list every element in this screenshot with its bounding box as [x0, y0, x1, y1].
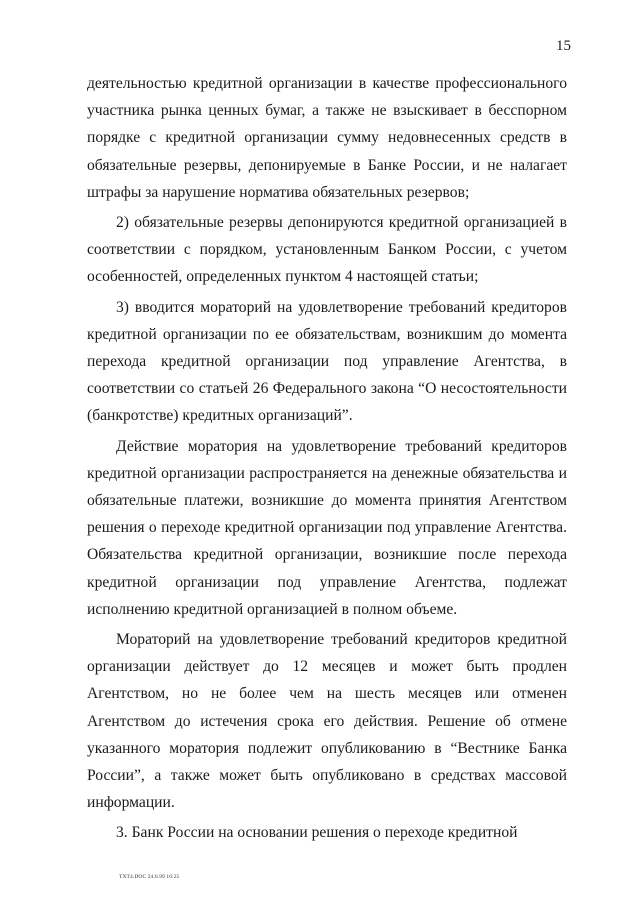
- footer-file-stamp: TXT4.DOC 24.6.99 16:25: [119, 874, 180, 880]
- paragraph-item-3: 3) вводится мораторий на удовлетворение требований кредиторов кредитной организации по ее обязательствам, возникшим до момента перехода кредитной организации под управление Агентства, в соответствии со статьей 26 Федерального закона “О несостоятельности (банкротстве) кредитных организаций”.: [87, 298, 567, 425]
- document-body: [87, 70, 567, 847]
- paragraph-item-2: 2) обязательные резервы депонируются кредитной организацией в соответствии с порядком, установленным Банком России, с учетом особенностей, определенных пунктом 4 настоящей статьи;: [87, 214, 567, 286]
- paragraph-section-3: 3. Банк России на основании решения о переходе кредитной: [116, 824, 518, 842]
- paragraph-moratorium-duration: Мораторий на удовлетворение требований кредиторов кредитной организации действует до 12 месяцев и может быть продлен Агентством, но не более чем на шесть месяцев или отменен Агентством до истечения срока его действия. Решение об отмене указанного моратория подлежит опубликованию в “Вестнике Банка России”, а также может быть опубликовано в средствах массовой информации.: [87, 631, 567, 812]
- paragraph-continuation: деятельностью кредитной организации в качестве профессионального участника рынка ценных бумаг, а также не взыскивает в бесспорном порядке с кредитной организации сумму недовнесенных средств в обязательные резервы, депонируемые в Банке России, и не налагает штрафы за нарушение норматива обязательных резервов;: [87, 75, 567, 201]
- paragraph-moratorium-effect: Действие моратория на удовлетворение требований кредиторов кредитной организации распространяется на денежные обязательства и обязательные платежи, возникшие до момента принятия Агентством решения о переходе кредитной организации под управление Агентства. Обязательства кредитной организации, возникшие после перехода кредитной организации под управление Агентства, подлежат исполнению кредитной организацией в полном объеме.: [87, 437, 567, 618]
- page-number: 15: [556, 38, 571, 54]
